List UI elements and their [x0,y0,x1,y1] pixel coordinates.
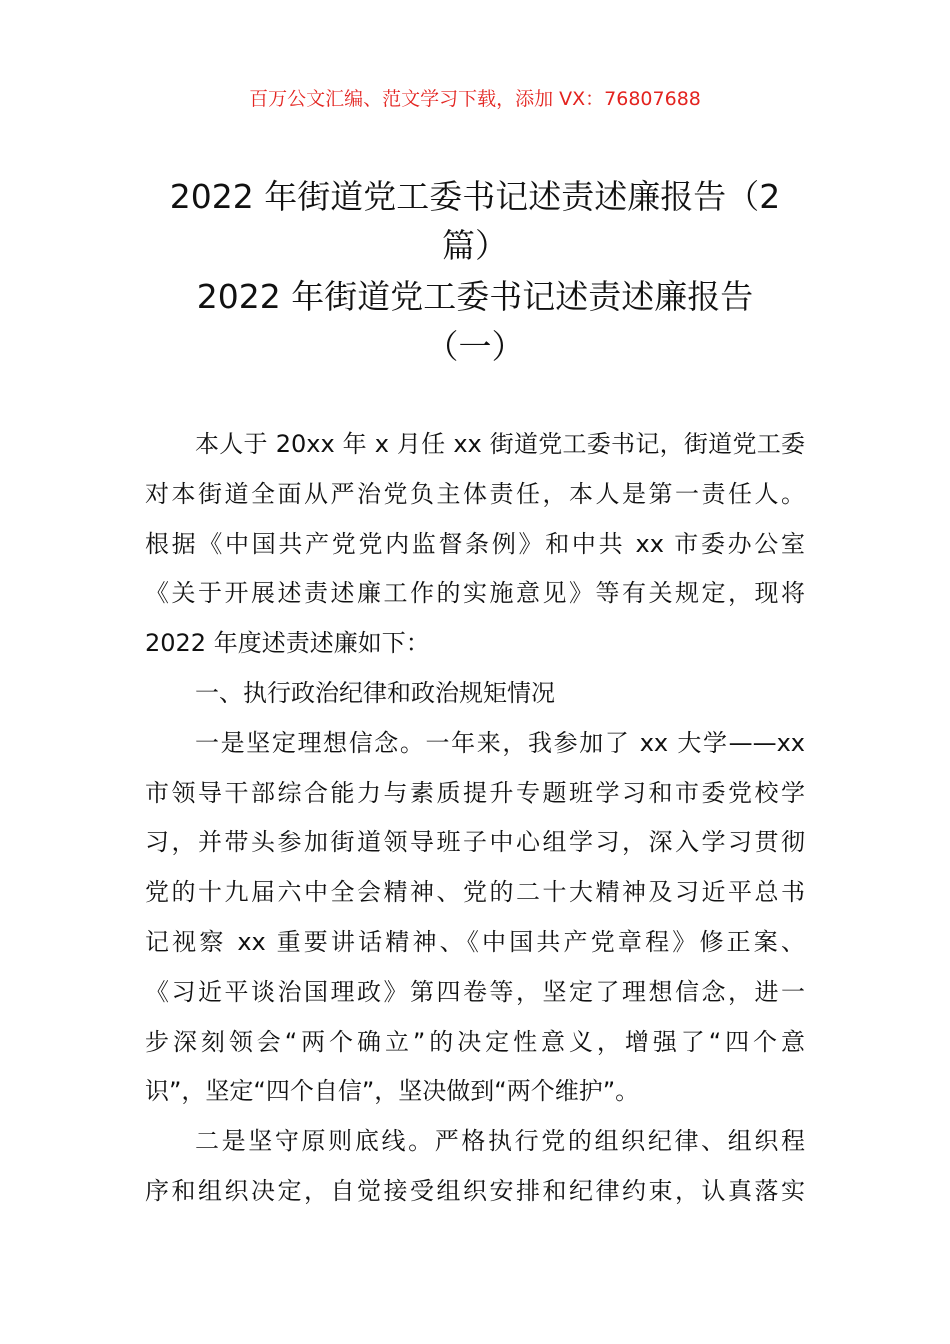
paragraph-line: 市领导干部综合能力与素质提升专题班学习和市委党校学 [145,778,805,807]
paragraph-line: 2022 年度述责述廉如下： [145,629,430,658]
paragraph-line: 一是坚定理想信念。一年来，我参加了 xx 大学——xx [195,728,805,757]
paragraph-line: 一、执行政治纪律和政治规矩情况 [195,678,555,707]
paragraph-line: 习，并带头参加街道领导班子中心组学习，深入学习贯彻 [145,828,805,857]
paragraph-line: 识”，坚定“四个自信”，坚决做到“两个维护”。 [145,1077,640,1106]
document-title-line: 2022 年街道党工委书记述责述廉报告（2 [169,177,781,216]
paragraph-line: 党的十九届六中全会精神、党的二十大精神及习近平总书 [145,878,805,907]
paragraph-line: 《关于开展述责述廉工作的实施意见》等有关规定，现将 [145,579,805,608]
paragraph-line: 本人于 20xx 年 x 月任 xx 街道党工委书记，街道党工委 [195,430,805,458]
paragraph-line: 对本街道全面从严治党负主体责任，本人是第一责任人。 [145,479,805,508]
document-subtitle-line: （一） [425,327,525,366]
paragraph-line: 记视察 xx 重要讲话精神、《中国共产党章程》修正案、 [145,927,805,956]
paragraph-line: 序和组织决定，自觉接受组织安排和纪律约束，认真落实 [145,1176,805,1205]
paragraph-line: 步深刻领会“两个确立”的决定性意义，增强了“四个意 [145,1027,805,1056]
watermark-header: 百万公文汇编、范文学习下载，添加 VX：76807688 [249,88,701,110]
paragraph-line: 二是坚守原则底线。严格执行党的组织纪律、组织程 [195,1127,805,1156]
document-title-line: 篇） [442,226,508,265]
paragraph-line: 根据《中国共产党党内监督条例》和中共 xx 市委办公室 [145,529,805,558]
document-subtitle-line: 2022 年街道党工委书记述责述廉报告 [196,277,754,316]
document-body [145,420,805,1217]
paragraph-line: 《习近平谈治国理政》第四卷等，坚定了理想信念，进一 [145,977,805,1006]
